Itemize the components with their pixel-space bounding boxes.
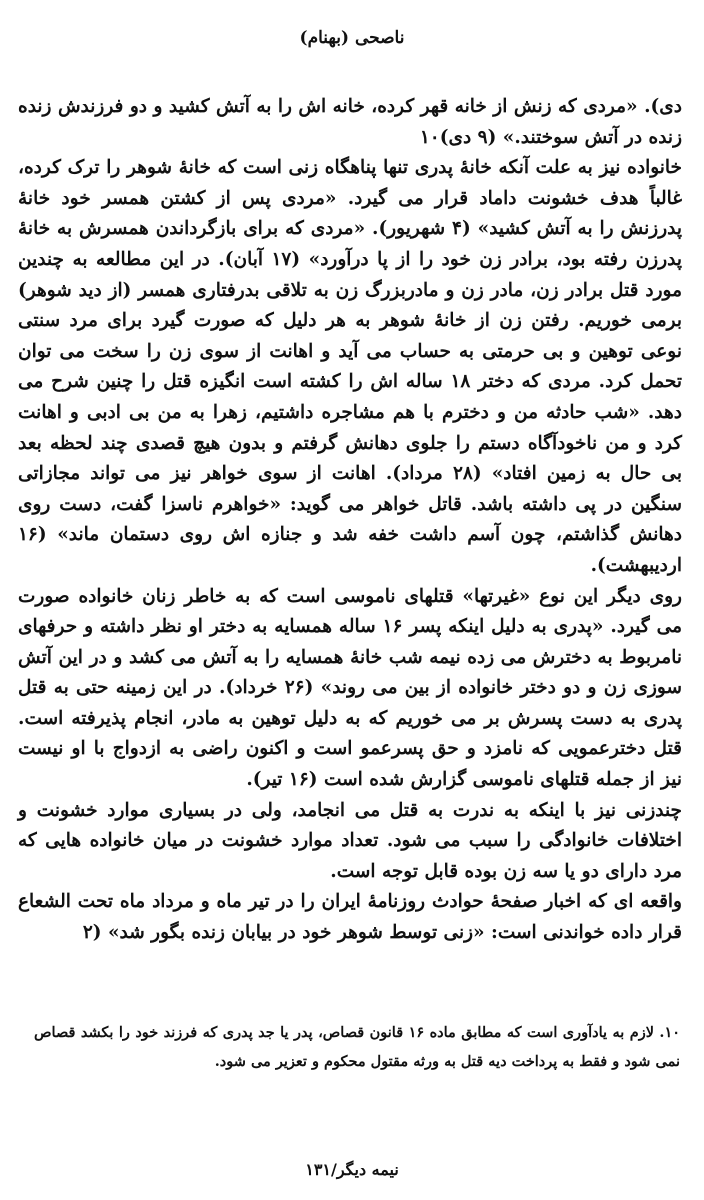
footnote (34, 1018, 680, 1076)
page-folio: نیمه دیگر/۱۳۱ (305, 1160, 399, 1179)
paragraph: دی). «مردی که زنش از خانه قهر کرده، خانه اش را به آتش کشید و دو فرزندش زنده زنده در آتش سوختند.» (۹ دی)۱۰ (18, 96, 682, 148)
paragraph: واقعه ای که اخبار صفحهٔ حوادث روزنامهٔ ایران را در تیر ماه و مرداد ماه تحت الشعاع قرار داده خواندنی است: «زنی توسط شوهر خود در بیابان زنده بگور شد» (۲ (18, 891, 682, 944)
running-header: ناصحی (بهنام) (299, 28, 405, 48)
paragraph: روی دیگر این نوع «غیرتها» قتلهای ناموسی است که به خاطر زنان خانواده صورت می گیرد. «پدری به دلیل اینکه پسر ۱۶ ساله همسایه به دختر او نظر داشته و حرفهای نامربوط به دخترش می زده نیمه شب خانهٔ همسایه را به آتش می کشد و در این آتش سوزی زن و دو دختر خانواده از بین می روند» (۲۶ خرداد). در این زمینه حتی به قتل پدری به دست پسرش بر می خوریم که به دلیل توهین به مادر، انجام پذیرفته است. قتل دخترعمویی که نامزد و حق پسرعمو است و اکنون راضی به ازدواج با او نیست نیز از جمله قتلهای ناموسی گزارش شده است (۱۶ تیر). (18, 585, 682, 791)
paragraph: خانواده نیز به علت آنکه خانهٔ پدری تنها پناهگاه زنی است که خانهٔ شوهر را ترک کرده، غالباً هدف خشونت داماد قرار می گیرد. «مردی پس از کشتن همسر خود خانهٔ پدرزنش را به آتش کشید» (۴ شهریور). «مردی که برای بازگرداندن همسرش به خانهٔ پدرزن رفته بود، برادر زن خود را از پا درآورد» (۱۷ آبان). در این مطالعه به چندین مورد قتل برادر زن، مادر زن و مادربزرگ زن به تلاقی بدرفتاری همسر (از دید شوهر) برمی خوریم. رفتن زن از خانهٔ شوهر به هر دلیل که صورت گیرد برای مرد سنتی نوعی توهین و بی حرمتی به حساب می آید و اهانت از سوی زن را سخت می توان تحمل کرد. مردی که دختر ۱۸ ساله اش را کشته است انگیزه قتل را چنین شرح می دهد. «شب حادثه من و دخترم با هم مشاجره داشتیم، زهرا به من بی ادبی و اهانت کرد و من ناخودآگاه دستم را جلوی دهانش گرفتم و بدون هیچ قصدی چند لحظه بعد بی حال به زمین افتاد» (۲۸ مرداد). اهانت از سوی خواهر نیز می تواند مجازاتی سنگین در پی داشته باشد. قاتل خواهر می گوید: «خواهرم ناسزا گفت، دست روی دهانش گذاشتم، چون آسم داشت خفه شد و جنازه اش روی دستمان ماند» (۱۶ اردیبهشت). (18, 157, 682, 576)
footnote-text: ۱۰. لازم به یادآوری است که مطابق ماده ۱۶ قانون قصاص، پدر یا جد پدری که فرزند خود را بکشد قصاص نمی شود و فقط به پرداخت دیه قتل به ورثه مقتول محکوم و تعزیر می شود. (34, 1024, 681, 1070)
body-text (18, 92, 682, 949)
paragraph: چندزنی نیز با اینکه به ندرت به قتل می انجامد، ولی در بسیاری موارد خشونت و اختلافات خانوادگی را سبب می شود. تعداد موارد خشونت در میان خانواده هایی که مرد دارای دو یا سه زن بوده قابل توجه است. (18, 799, 682, 882)
